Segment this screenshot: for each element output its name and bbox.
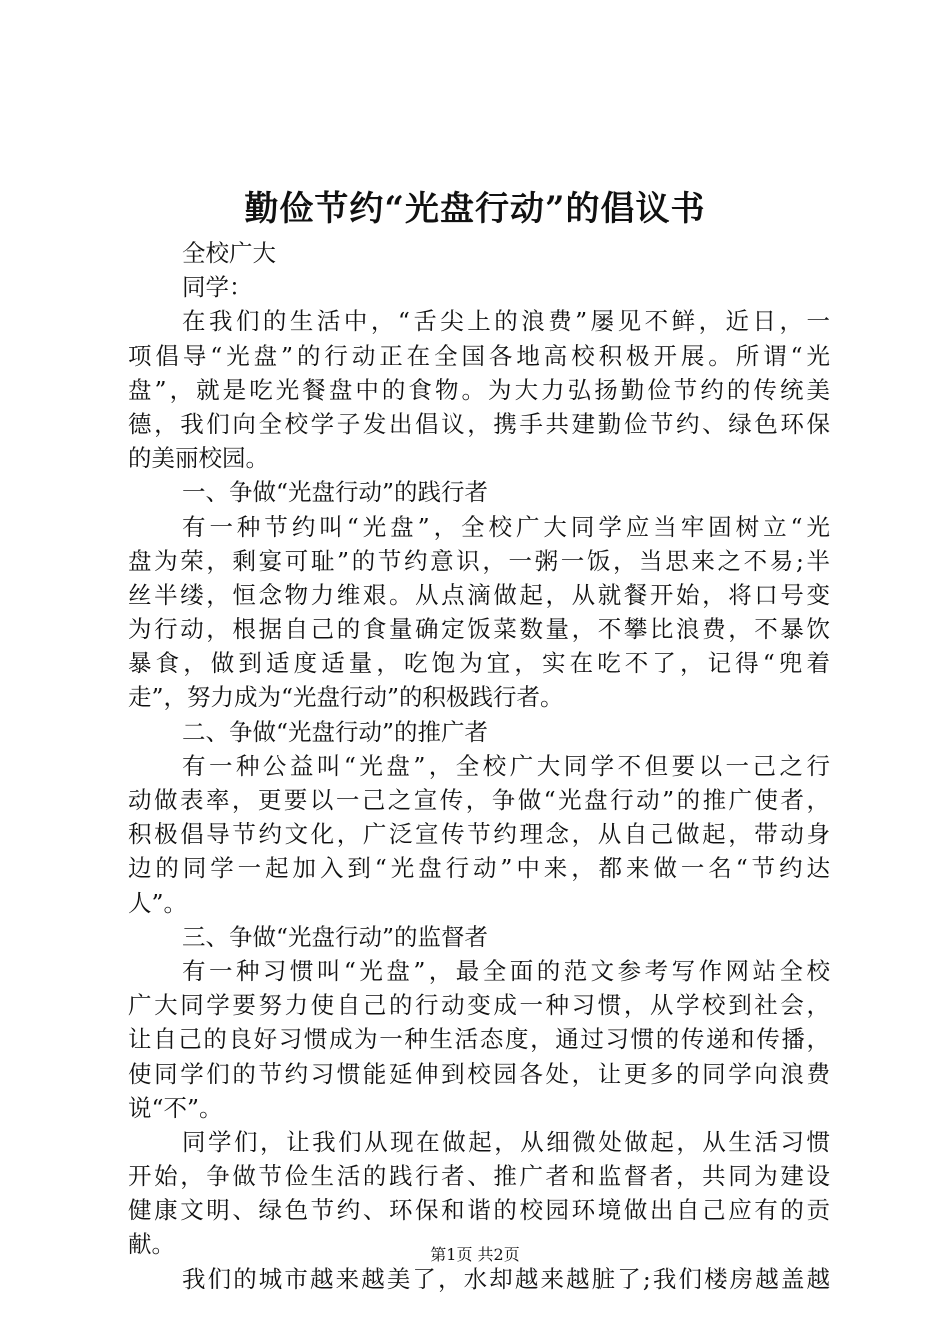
text-line: 使同学们的节约习惯能延伸到校园各处，让更多的同学向浪费 <box>128 1059 830 1088</box>
text-line: 有一种节约叫“光盘”，全校广大同学应当牢固树立“光 <box>182 512 830 541</box>
text-line: 德，我们向全校学子发出倡议，携手共建勤俭节约、绿色环保 <box>128 409 830 438</box>
text-line: 在我们的生活中，“舌尖上的浪费”屡见不鲜，近日，一 <box>182 307 830 336</box>
text-line: 同学们，让我们从现在做起，从细微处做起，从生活习惯 <box>182 1127 830 1156</box>
text-line: 边的同学一起加入到“光盘行动”中来，都来做一名“节约达 <box>128 854 830 883</box>
text-line: 有一种习惯叫“光盘”，最全面的范文参考写作网站全校 <box>182 956 830 985</box>
text-line: 广大同学要努力使自己的行动变成一种习惯，从学校到社会， <box>128 991 830 1020</box>
text-line: 丝半缕，恒念物力维艰。从点滴做起，从就餐开始，将口号变 <box>128 580 830 609</box>
text-line: 全校广大 <box>182 239 276 267</box>
text-line: 走”，努力成为“光盘行动”的积极践行者。 <box>128 683 564 712</box>
text-line: 盘”，就是吃光餐盘中的食物。为大力弘扬勤俭节约的传统美 <box>128 375 830 404</box>
text-line: 项倡导“光盘”的行动正在全国各地高校积极开展。所谓“光 <box>128 341 830 370</box>
text-line: 积极倡导节约文化，广泛宣传节约理念，从自己做起，带动身 <box>128 820 830 849</box>
text-line: 健康文明、绿色节约、环保和谐的校园环境做出自己应有的贡 <box>128 1196 830 1225</box>
text-line: 献。 <box>128 1230 175 1259</box>
text-line: 为行动，根据自己的食量确定饭菜数量，不攀比浪费，不暴饮 <box>128 615 830 644</box>
text-line: 一、争做“光盘行动”的践行者 <box>182 478 489 507</box>
text-line: 人”。 <box>128 888 188 917</box>
text-line: 二、争做“光盘行动”的推广者 <box>182 717 489 746</box>
page-title: 勤俭节约“光盘行动”的倡议书 <box>244 189 706 229</box>
text-line: 我们的城市越来越美了，水却越来越脏了;我们楼房越盖越 <box>182 1264 830 1293</box>
text-line: 三、争做“光盘行动”的监督者 <box>182 922 489 951</box>
text-line: 动做表率，更要以一己之宣传，争做“光盘行动”的推广使者， <box>128 786 830 814</box>
page-footer: 第1页 共2页 <box>430 1245 520 1264</box>
text-line: 有一种公益叫“光盘”，全校广大同学不但要以一己之行 <box>182 751 830 780</box>
text-line: 开始，争做节俭生活的践行者、推广者和监督者，共同为建设 <box>128 1162 830 1191</box>
document-body <box>128 236 830 1296</box>
text-line: 盘为荣，剩宴可耻”的节约意识，一粥一饭，当思来之不易;半 <box>128 546 830 575</box>
text-line: 暴食，做到适度适量，吃饱为宜，实在吃不了，记得“兜着 <box>128 649 830 678</box>
text-line: 说“不”。 <box>128 1093 223 1122</box>
text-line: 让自己的良好习惯成为一种生活态度，通过习惯的传递和传播， <box>128 1025 830 1054</box>
text-line: 的美丽校园。 <box>128 444 269 473</box>
text-line: 同学： <box>182 273 253 302</box>
